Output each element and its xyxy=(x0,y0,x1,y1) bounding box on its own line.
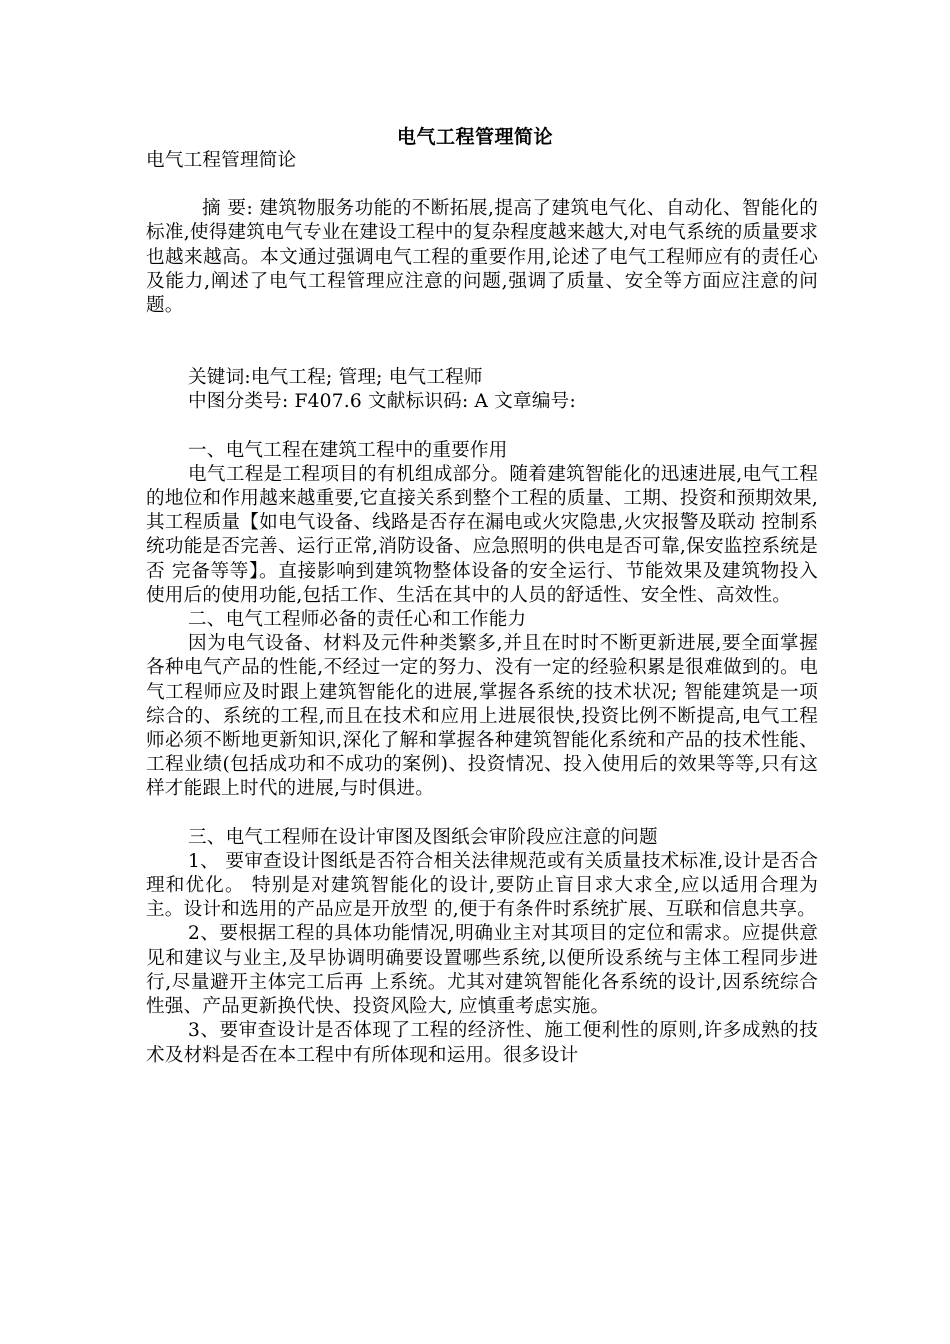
document-subtitle: 电气工程管理简论 xyxy=(146,150,297,171)
section-1-heading: 一、电气工程在建筑工程中的重要作用 xyxy=(188,439,508,461)
spacer xyxy=(146,173,818,197)
section-2-heading: 二、电气工程师必备的责任心和工作能力 xyxy=(188,609,527,631)
spacer xyxy=(146,318,818,366)
section-3-item-3: 3、要审查设计是否体现了工程的经济性、施工便利性的原则,许多成熟的技术及材料是否在本工程中有所体现和运用。很多设计 xyxy=(146,1020,818,1066)
section-3-item-1: 1、 要审查设计图纸是否符合相关法律规范或有关质量技术标准,设计是否合理和优化。 特别是对建筑智能化的设计,要防止盲目求大求全,应以适用合理为主。设计和选用的产品应是开放型 的,便于有条件时系统扩展、互联和信息共享。 xyxy=(146,850,818,921)
keywords-line: 关键词:电气工程; 管理; 电气工程师 xyxy=(188,367,483,389)
document-body xyxy=(146,149,818,1068)
document-title: 电气工程管理简论 xyxy=(396,126,553,148)
spacer xyxy=(146,415,818,439)
section-3-heading: 三、电气工程师在设计审图及图纸会审阶段应注意的问题 xyxy=(188,826,658,848)
classification-line: 中图分类号: F407.6 文献标识码: A 文章编号: xyxy=(188,391,576,413)
section-3-item-2: 2、要根据工程的具体功能情况,明确业主对其项目的定位和需求。应提供意见和建议与业主,及早协调明确要设置哪些系统,以便所设系统与主体工程同步进行,尽量避开主体完工后再 上系统。尤其对建筑智能化各系统的设计,因系统综合性强、产品更新换代快、投资风险大, 应慎重考虑实施。 xyxy=(146,923,818,1018)
section-2-paragraph: 因为电气设备、材料及元件种类繁多,并且在时时不断更新进展,要全面掌握各种电气产品的性能,不经过一定的努力、没有一定的经验积累是很难做到的。电气工程师应及时跟上建筑智能化的进展,掌握各系统的技术状况; 智能建筑是一项综合的、系统的工程,而且在技术和应用上进展很快,投资比例不断提高,电气工程师必须不断地更新知识,深化了解和掌握各种建筑智能化系统和产品的技术性能、工程业绩(包括成功和不成功的案例)、投资情况、投入使用后的效果等等,只有这样才能跟上时代的进展,与时俱进。 xyxy=(146,633,818,800)
section-1-paragraph: 电气工程是工程项目的有机组成部分。随着建筑智能化的迅速进展,电气工程的地位和作用越来越重要,它直接关系到整个工程的质量、工期、投资和预期效果,其工程质量【如电气设备、线路是否存在漏电或火灾隐患,火灾报警及联动 控制系统功能是否完善、运行正常,消防设备、应急照明的供电是否可靠,保安监控系统是否 完备等等】。直接影响到建筑物整体设备的安全运行、节能效果及建筑物投入使用后的使用功能,包括工作、生活在其中的人员的舒适性、安全性、高效性。 xyxy=(146,463,818,606)
abstract-paragraph: 摘 要: 建筑物服务功能的不断拓展,提高了建筑电气化、自动化、智能化的标准,使得建筑电气专业在建设工程中的复杂程度越来越大,对电气系统的质量要求也越来越高。本文通过强调电气工程的重要作用,论述了电气工程师应有的责任心及能力,阐述了电气工程管理应注意的问题,强调了质量、安全等方面应注意的问题。 xyxy=(146,198,818,317)
spacer xyxy=(146,802,818,826)
